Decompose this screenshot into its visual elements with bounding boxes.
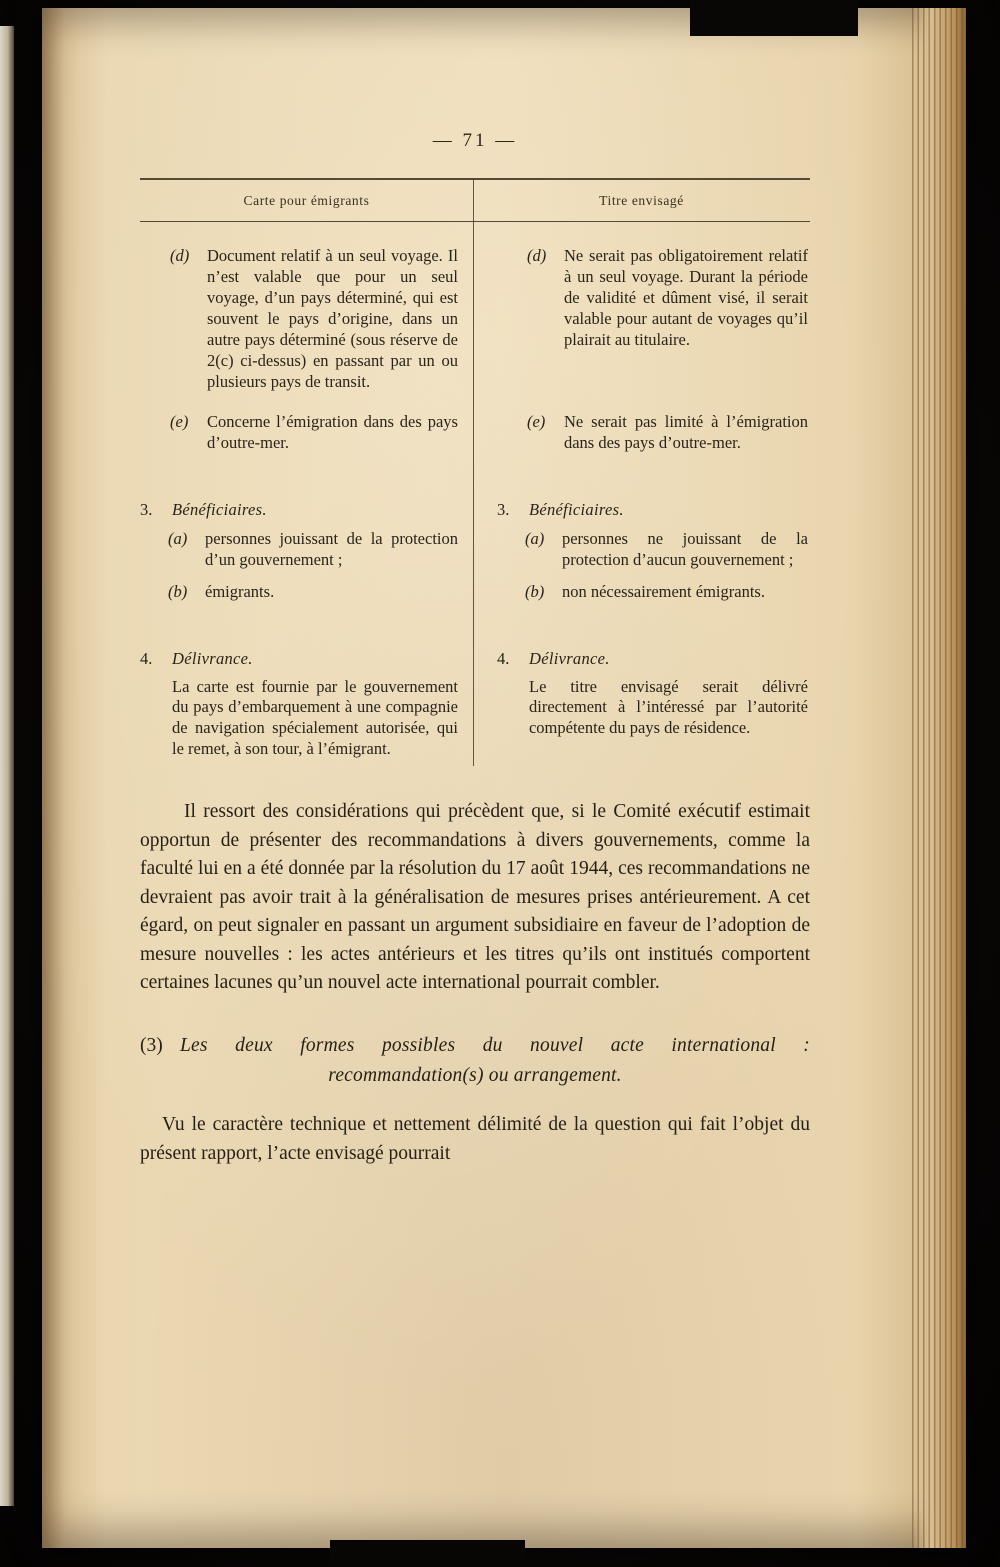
column-header-carte: Carte pour émigrants	[243, 192, 370, 208]
table-body	[140, 222, 810, 770]
item-d-right	[527, 246, 808, 351]
item-3b-left	[168, 582, 458, 603]
section-title: Délivrance.	[172, 648, 253, 668]
section-title: Délivrance.	[528, 648, 610, 668]
item-3a-right	[525, 529, 808, 571]
cell-left-delivrance	[140, 649, 473, 761]
item-label: (b)	[524, 581, 545, 601]
section4-head-right	[497, 649, 808, 670]
section-number: 4.	[496, 648, 510, 668]
item-label: (a)	[524, 528, 545, 548]
heading3-text: Les deux formes possibles du nouvel acte international :	[180, 1034, 810, 1056]
item-text: non nécessairement émigrants.	[561, 581, 765, 601]
section4-text-right: Le titre envisagé serait délivré directement à l’intéressé par l’autorité compétente du pays de résidence.	[528, 676, 808, 738]
section-number: 3.	[496, 499, 510, 519]
item-label: (b)	[168, 581, 188, 601]
cell-left-d	[140, 246, 473, 393]
heading3-number: (3)	[140, 1034, 163, 1056]
section-heading-3	[140, 1032, 810, 1090]
table-rule-top	[140, 178, 810, 180]
section3-head-left	[140, 500, 458, 521]
neighbor-page-sliver	[0, 26, 14, 1506]
section-title: Bénéficiaires.	[528, 499, 624, 519]
page-number: — 71 —	[432, 130, 518, 151]
table-column-divider	[473, 179, 474, 766]
cell-right-e	[473, 412, 810, 454]
item-text: personnes ne jouissant de la protection d’aucun gouvernement ;	[561, 528, 808, 569]
item-label: (d)	[170, 246, 190, 266]
section4-head-left	[140, 649, 458, 670]
item-label: (e)	[170, 411, 189, 431]
section-number: 4.	[140, 648, 153, 668]
cell-right-delivrance	[473, 649, 810, 761]
item-label: (a)	[168, 528, 188, 548]
section-number: 3.	[140, 499, 153, 519]
table-header-row	[140, 180, 810, 221]
page-content	[42, 8, 966, 1168]
item-text: émigrants.	[205, 581, 275, 601]
cell-right-d	[473, 246, 810, 393]
cell-right-beneficiaires	[473, 500, 810, 603]
item-3a-left	[168, 529, 458, 571]
table-rule-header	[140, 221, 810, 223]
item-e-right	[527, 412, 808, 454]
item-text: Concerne l’émigration dans des pays d’outre-mer.	[207, 411, 458, 452]
item-text: Ne serait pas obligatoirement relatif à un seul voyage. Durant la période de validité et dûment visé, il serait valable pour autant de voyages qu’il plairait au titulaire.	[563, 246, 808, 349]
column-header-titre: Titre envisagé	[599, 192, 684, 208]
top-shadow-notch	[690, 0, 858, 36]
item-e-left	[170, 412, 458, 454]
item-label: (d)	[526, 246, 547, 266]
section4-text-left: La carte est fournie par le gouvernement du pays d’embarquement à une compagnie de navigation spécialement autorisée, qui le remet, à son tour, à l’émigrant.	[172, 676, 458, 759]
cell-left-beneficiaires	[140, 500, 473, 603]
comparison-table	[140, 178, 810, 770]
bottom-shadow-notch	[330, 1540, 525, 1567]
page-stack-edge	[912, 8, 966, 1548]
item-label: (e)	[526, 411, 546, 431]
body-paragraph-1: Il ressort des considérations qui précèdent que, si le Comité exécutif estimait opportun de présenter des recommandations à divers gouvernements, comme la faculté lui en a été donnée par la résolution du 17 août 1944, ces recommandations ne devraient pas avoir trait à la généralisation de mesures prises antérieurement. A cet égard, on peut signaler en passant un argument subsidiaire en faveur de l’adoption de mesure nouvelles : les actes antérieurs et les titres qu’ils ont institués comportent certaines lacunes qu’un nouvel acte international pourrait combler.	[140, 801, 810, 994]
section3-head-right	[497, 500, 808, 521]
heading3-line1	[140, 1032, 810, 1059]
heading3-line2: recommandation(s) ou arrangement.	[328, 1064, 622, 1086]
item-text: personnes jouissant de la protection d’un gouvernement ;	[205, 528, 458, 569]
item-text: Document relatif à un seul voyage. Il n’est valable que pour un seul voyage, d’un pays déterminé, qui est souvent le pays d’origine, dans un autre pays déterminé (sous réserve de 2(c) ci-dessus) en passant par un ou plusieurs pays de transit.	[207, 246, 458, 391]
item-text: Ne serait pas limité à l’émigration dans des pays d’outre-mer.	[563, 411, 808, 452]
body-paragraph-2: Vu le caractère technique et nettement délimité de la question qui fait l’objet du présent rapport, l’acte envisagé pourrait	[140, 1114, 810, 1164]
item-d-left	[170, 246, 458, 393]
item-3b-right	[525, 582, 808, 603]
section-title: Bénéficiaires.	[172, 499, 267, 519]
book-page	[42, 8, 966, 1548]
cell-left-e	[140, 412, 473, 454]
